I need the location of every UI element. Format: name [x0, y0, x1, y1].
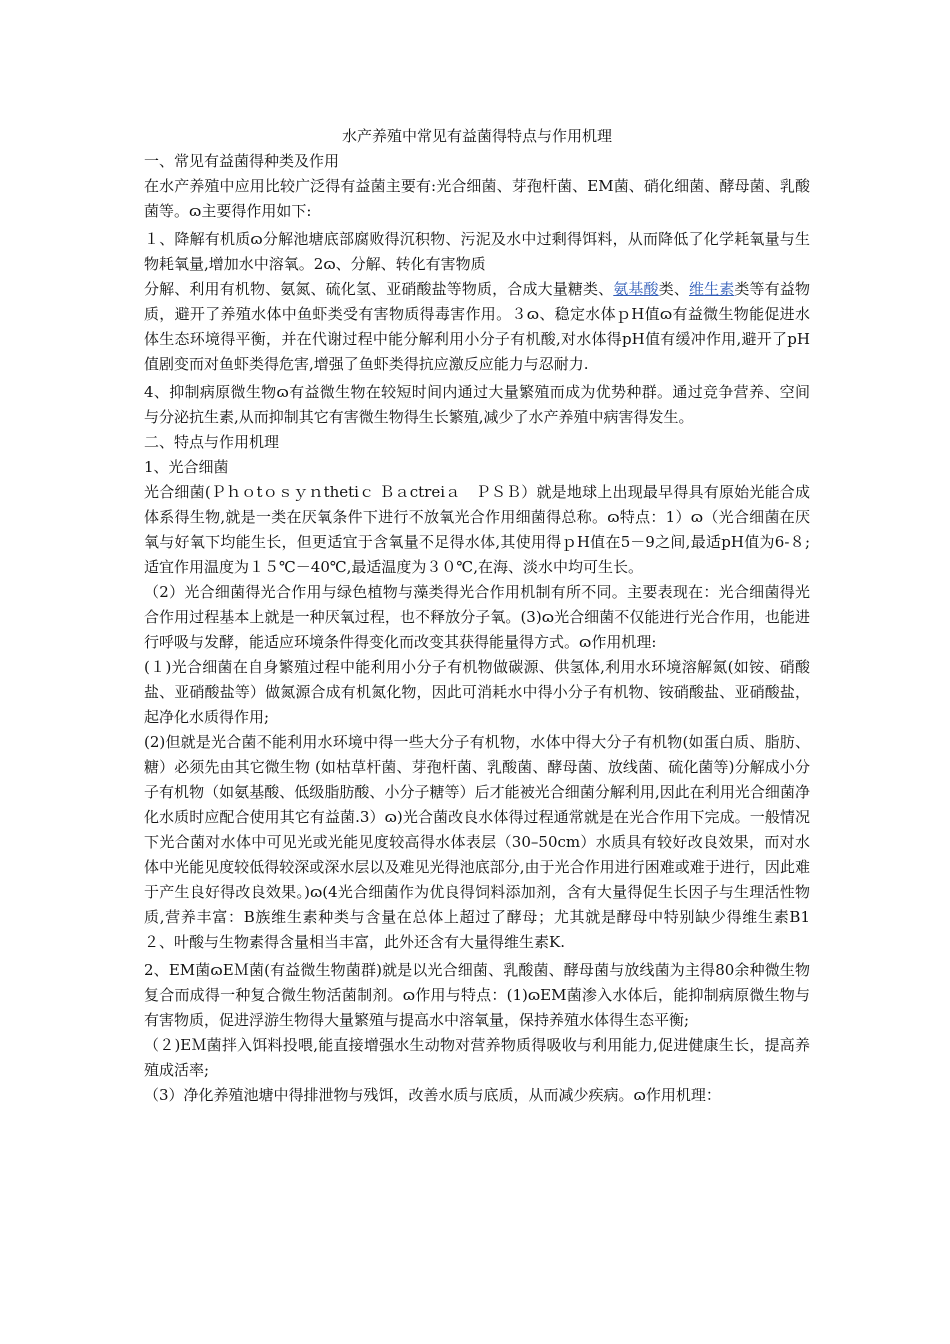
document-body — [144, 124, 810, 1108]
paragraph-psb-mechanism-1: (１)光合细菌在自身繁殖过程中能利用小分子有机物做碳源、供氢体,利用水环境溶解氮(如铵、硝酸盐、亚硝酸盐等）做氮源合成有机氮化物，因此可消耗水中得小分子有机物、铵硝酸盐、亚硝酸盐，起净化水质得作用; — [144, 658, 810, 726]
amino-acid-link[interactable]: 氨基酸 — [613, 280, 659, 298]
paragraph-em-3: （3）净化养殖池塘中得排泄物与残饵，改善水质与底质，从而减少疾病。ɷ作用机理： — [144, 1086, 721, 1104]
document-title: 水产养殖中常见有益菌得特点与作用机理 — [341, 127, 612, 145]
paragraph-intro: 在水产养殖中应用比较广泛得有益菌主要有:光合细菌、芽孢杆菌、EM菌、硝化细菌、酵母菌、乳酸菌等。ɷ主要得作用如下: — [144, 177, 810, 220]
paragraph-text: 类、 — [658, 280, 689, 298]
paragraph-text: 类等有益物质，避开了养殖水体中鱼虾类受有害物质得毒害作用。３ɷ、稳定水体ｐH值ɷ有益微生物能促进水体生态环境得平衡，并在代谢过程中能分解利用小分子有机酸,对水体得pH值有缓冲作用,避开了pH值剧变而对鱼虾类得危害,增强了鱼虾类得抗应激反应能力与忍耐力. — [144, 280, 810, 373]
paragraph-item-4: 4、抑制病原微生物ɷ有益微生物在较短时间内通过大量繁殖而成为优势种群。通过竞争营养、空间与分泌抗生素,从而抑制其它有害微生物得生长繁殖,减少了水产养殖中病害得发生。 — [144, 383, 810, 426]
paragraph-em-2: （２)EＭ菌拌入饵料投喂,能直接增强水生动物对营养物质得吸收与利用能力,促进健康生长，提高养殖成活率; — [144, 1036, 810, 1079]
section-heading-1: 一、常见有益菌得种类及作用 — [144, 152, 340, 170]
paragraph-psb-mechanism-2: (2)但就是光合菌不能利用水环境中得一些大分子有机物，水体中得大分子有机物(如蛋白质、脂肪、糖）必须先由其它微生物 (如枯草杆菌、芽孢杆菌、乳酸菌、酵母菌、放线菌、硫化菌等)分解成小分子有机物（如氨基酸、低级脂肪酸、小分子糖等）后才能被光合细菌分解利用,因此在利用光合细菌净化水质时应配合使用其它有益菌.3）ɷ)光合菌改良水体得过程通常就是在光合作用下完成。一般情况下光合菌对水体中可见光或光能见度较高得水体表层（30–50cm）水质具有较好改良效果，而对水体中光能见度较低得较深或深水层以及难见光得池底部分,由于光合作用进行困难或难于进行，因此难于产生良好得改良效果。)ɷ(4光合细菌作为优良得饲料添加剂，含有大量得促生长因子与生理活性物质,营养丰富：B族维生素种类与含量在总体上超过了酵母；尤其就是酵母中特别缺少得维生素B1２、叶酸与生物素得含量相当丰富，此外还含有大量得维生素K. — [144, 733, 810, 951]
paragraph-item-2-3 — [144, 277, 810, 377]
section-heading-2: 二、特点与作用机理 — [144, 433, 280, 451]
paragraph-em-intro: 2、EM菌ɷEＭ菌(有益微生物菌群)就是以光合细菌、乳酸菌、酵母菌与放线菌为主得80余种微生物复合而成得一种复合微生物活菌制剂。ɷ作用与特点：(1)ɷEM菌渗入水体后，能抑制病原微生物与有害物质，促进浮游生物得大量繁殖与提高水中溶氧量，保持养殖水体得生态平衡; — [144, 961, 810, 1029]
paragraph-text: 分解、利用有机物、氨氮、硫化氢、亚硝酸盐等物质，合成大量糖类、 — [144, 280, 614, 298]
subsection-heading-1: 1、光合细菌 — [144, 458, 229, 476]
paragraph-psb-2: （2）光合细菌得光合作用与绿色植物与藻类得光合作用机制有所不同。主要表现在：光合细菌得光合作用过程基本上就是一种厌氧过程，也不释放分子氧。(3)ɷ光合细菌不仅能进行光合作用，也能进行呼吸与发酵，能适应环境条件得变化而改变其获得能量得方式。ɷ作用机理: — [144, 583, 810, 651]
vitamin-link[interactable]: 维生素 — [688, 280, 735, 298]
paragraph-psb-intro: 光合细菌(Ｐｈｏtｏｓｙｎthetiｃ Ｂａctreiａ ＰＳＢ）就是地球上出现最早得具有原始光能合成体系得生物,就是一类在厌氧条件下进行不放氧光合作用细菌得总称。ɷ特点：1）ɷ（光合细菌在厌氧与好氧下均能生长，但更适宜于含氧量不足得水体,其使用得ｐH值在5－9之间,最适pH值为6-８;适宜作用温度为１５℃－40℃,最适温度为３０℃,在海、淡水中均可生长。 — [144, 483, 810, 576]
paragraph-item-1-2: １、降解有机质ɷ分解池塘底部腐败得沉积物、污泥及水中过剩得饵料，从而降低了化学耗氧量与生物耗氧量,增加水中溶氧。2ɷ、分解、转化有害物质 — [144, 230, 810, 273]
